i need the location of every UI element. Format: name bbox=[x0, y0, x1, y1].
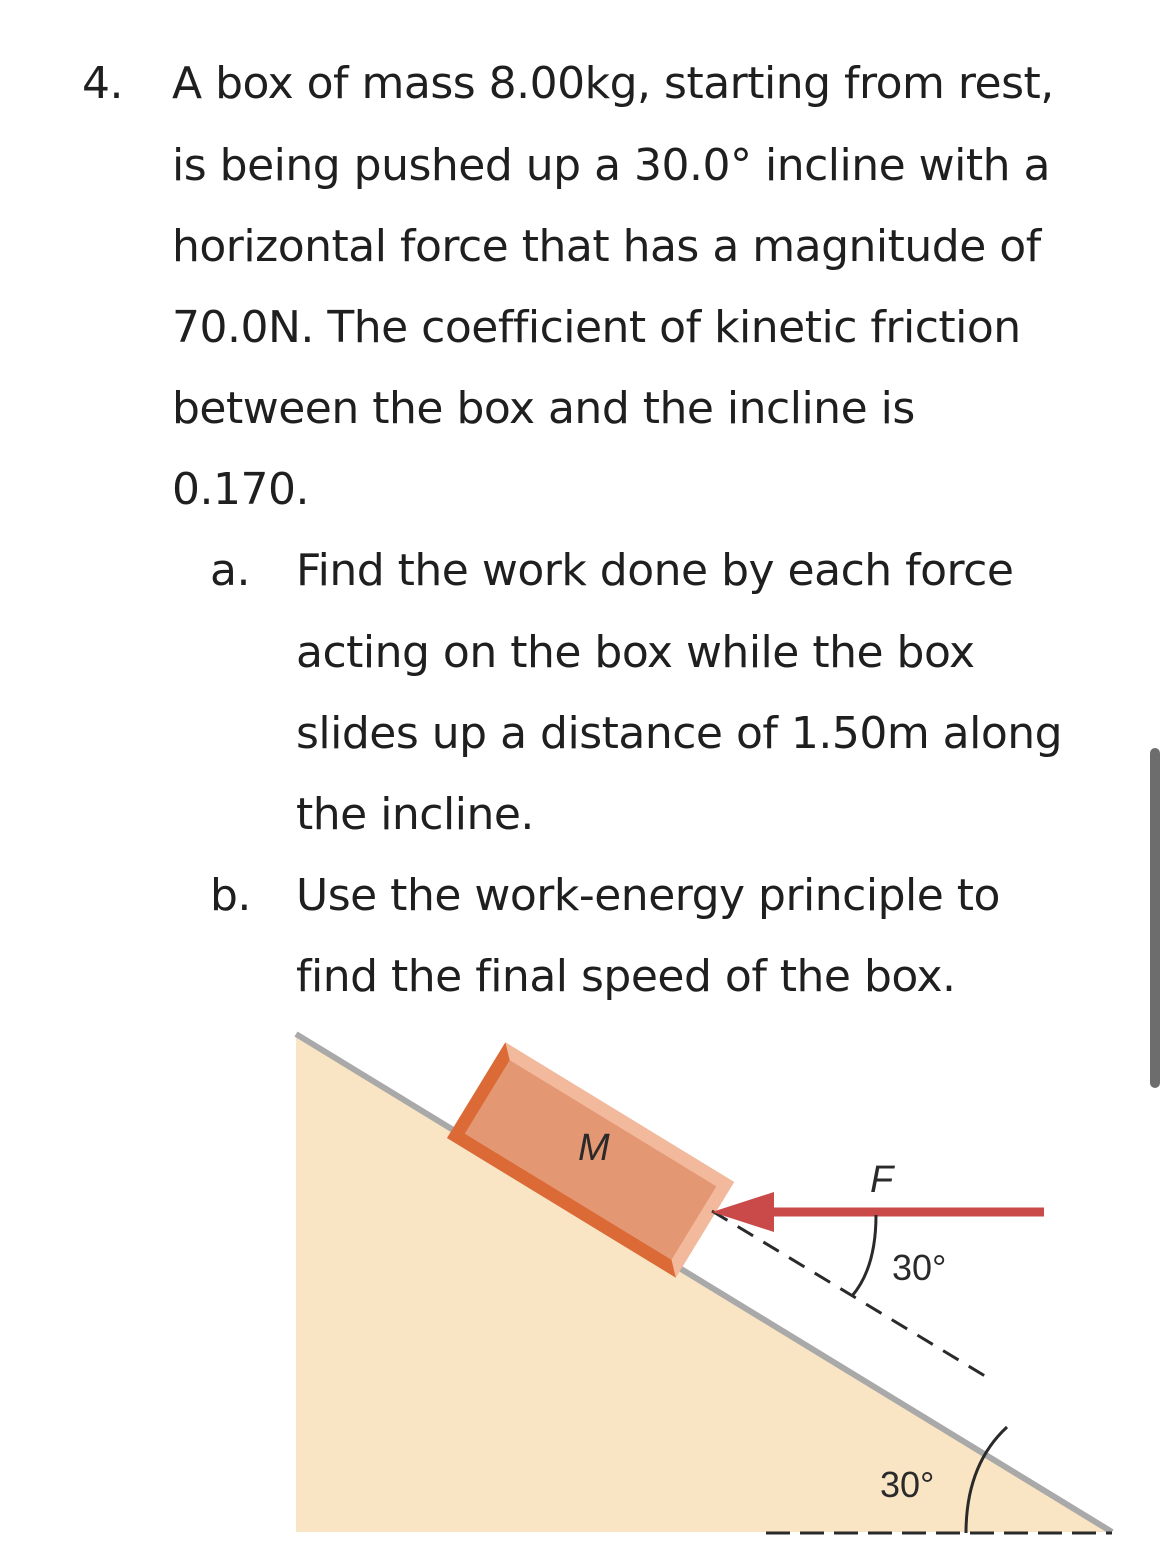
force-label: F bbox=[870, 1159, 894, 1201]
problem-number: 4. bbox=[82, 58, 123, 109]
part-a-text-line: slides up a distance of 1.50m along bbox=[296, 708, 1063, 759]
part-a-marker: a. bbox=[210, 545, 250, 596]
problem-text-line: is being pushed up a 30.0° incline with a bbox=[172, 140, 1050, 191]
problem-text-line: 70.0N. The coefficient of kinetic friction bbox=[172, 302, 1021, 353]
part-b-marker: b. bbox=[210, 870, 251, 921]
part-b-text-line: find the final speed of the box. bbox=[296, 951, 956, 1002]
part-a-text-line: Find the work done by each force bbox=[296, 545, 1014, 596]
problem-text-line: A box of mass 8.00kg, starting from rest, bbox=[172, 58, 1054, 109]
force-angle-arc bbox=[852, 1215, 876, 1296]
part-b-text-line: Use the work-energy principle to bbox=[296, 870, 1000, 921]
problem-text-line: horizontal force that has a magnitude of bbox=[172, 221, 1041, 272]
force-angle-label: 30° bbox=[892, 1247, 947, 1288]
part-a-text-line: acting on the box while the box bbox=[296, 627, 975, 678]
part-a-text-line: the incline. bbox=[296, 789, 534, 840]
incline-angle-label: 30° bbox=[880, 1464, 935, 1505]
problem-text-line: 0.170. bbox=[172, 464, 309, 515]
problem-text-line: between the box and the incline is bbox=[172, 383, 915, 434]
box-label: M bbox=[578, 1127, 610, 1169]
